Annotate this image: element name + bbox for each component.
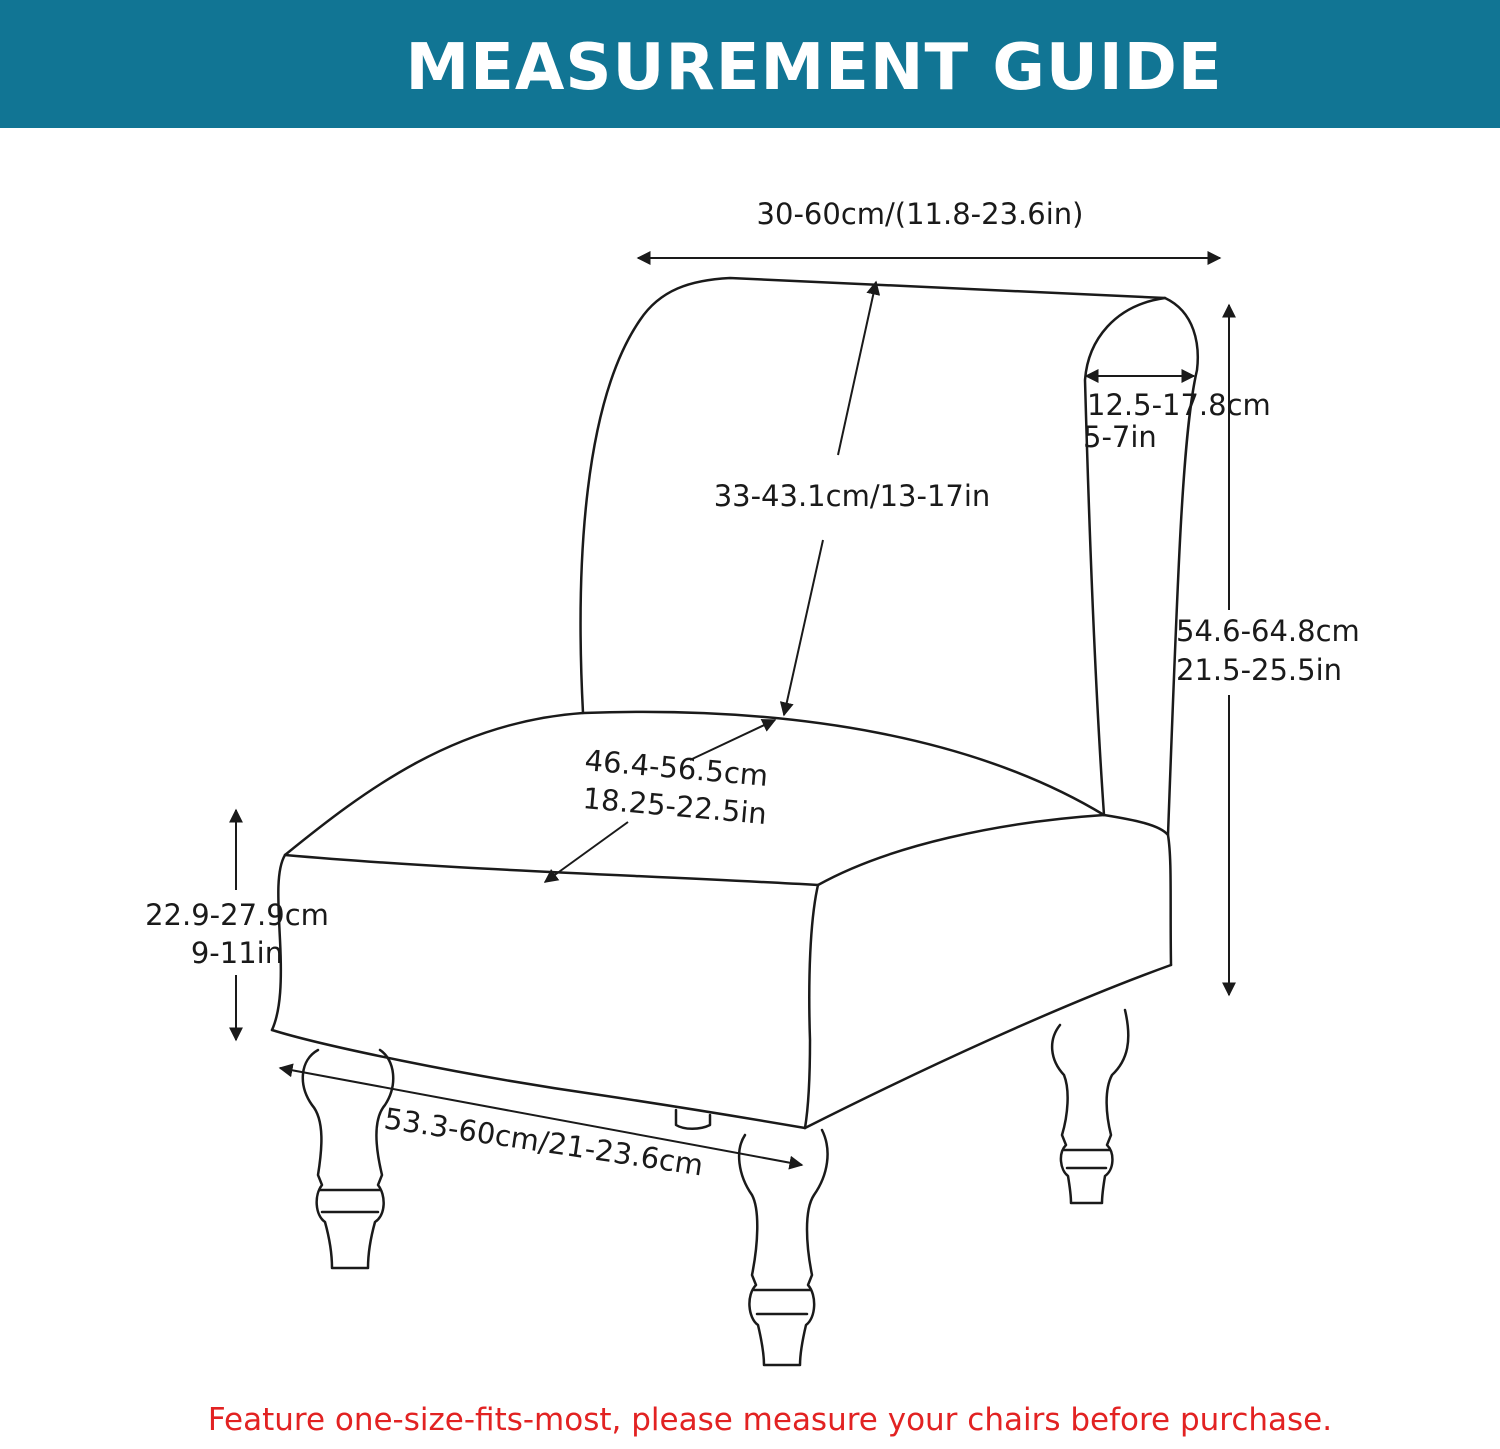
chair-bottom-side [805, 965, 1171, 1128]
chair-front-corner-edge [805, 885, 818, 1128]
measurement-arrows [236, 258, 1229, 1165]
chair-leg-back-left [676, 1110, 710, 1129]
label-total-height-in: 21.5-25.5in [1176, 653, 1343, 687]
label-seat-width: 53.3-60cm/21-23.6cm [381, 1101, 706, 1183]
chair-leg-back-right [1052, 1010, 1128, 1203]
arrow-back-height-lower [784, 540, 823, 715]
label-seat-height-in: 9-11in [190, 936, 284, 970]
label-roll-width-in: 5-7in [1083, 420, 1157, 454]
label-back-height: 33-43.1cm/13-17in [713, 479, 991, 513]
label-seat-depth-cm: 46.4-56.5cm [583, 743, 770, 793]
label-seat-depth-in: 18.25-22.5in [581, 781, 769, 832]
chair-leg-front-center [739, 1130, 827, 1365]
label-total-height-cm: 54.6-64.8cm [1176, 614, 1360, 648]
chair-seat-front-edge [285, 855, 818, 885]
label-roll-width-cm: 12.5-17.8cm [1087, 388, 1271, 422]
arrow-back-height-upper [838, 282, 876, 455]
chair-leg-front-left [303, 1050, 393, 1268]
chair-bottom-front [272, 1030, 805, 1128]
chair-seat-side-top [818, 815, 1171, 965]
label-seat-height-cm: 22.9-27.9cm [145, 898, 329, 932]
label-back-width: 30-60cm/(11.8-23.6in) [756, 197, 1084, 231]
disclaimer-note: Feature one-size-fits-most, please measure your chairs before purchase. [207, 1402, 1333, 1438]
measurement-labels [145, 197, 1360, 1183]
page-title: MEASUREMENT GUIDE [405, 31, 1223, 105]
